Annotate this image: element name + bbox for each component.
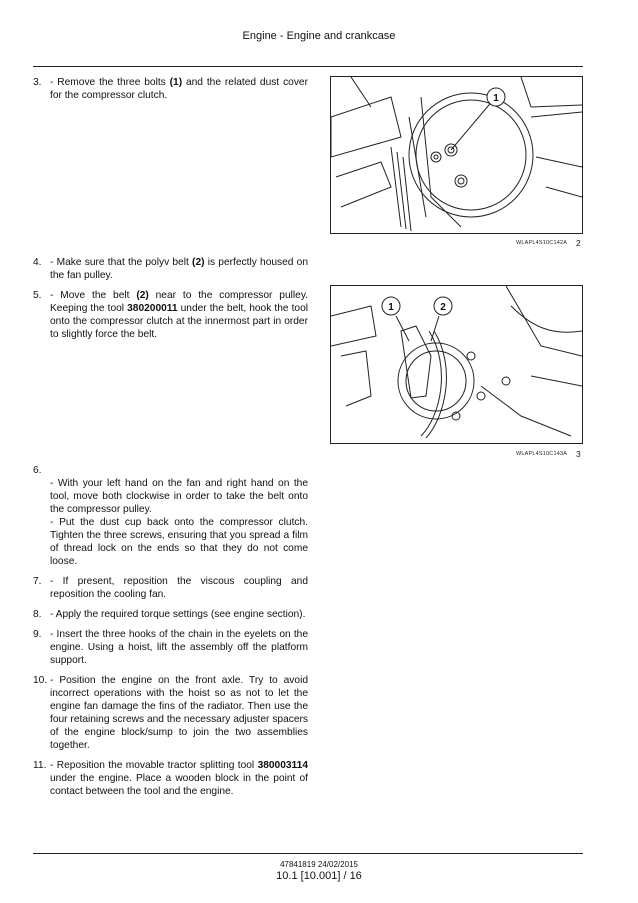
step-text: is perfectly housed on the fan pulley. — [50, 257, 308, 281]
step-4-5-block — [33, 256, 308, 341]
footer-document-reference: 47841819 24/02/2015 — [280, 860, 358, 869]
step-number: 4. — [33, 257, 42, 268]
callout-ref: (1) — [169, 77, 183, 88]
step-text: - With your left hand on the fan and right hand on the tool, move both clockwise in order to take the belt onto the compressor pulley. — [50, 478, 308, 515]
step-text: - Put the dust cup back onto the compressor clutch. Tighten the three screws, ensuring that you spread a film of thread lock on the ends so that they do not come loose. — [50, 517, 308, 567]
step-text: near to the compressor pulley. Keeping the tool — [50, 290, 308, 314]
tool-code: 380200011 — [127, 303, 178, 314]
step-text: - Make sure that the polyv belt — [50, 257, 193, 268]
step-6-11-block — [33, 464, 308, 798]
step-number: 7. — [33, 576, 42, 587]
step-11 — [33, 759, 308, 798]
step-7 — [33, 575, 308, 601]
step-text: - Remove the three bolts — [50, 77, 170, 88]
step-number: 3. — [33, 77, 42, 88]
belt-tool-drawing — [331, 286, 582, 443]
tool-code: 380003114 — [257, 760, 308, 771]
step-number: 10. — [33, 675, 48, 686]
step-text: under the belt, hook the tool onto the compressor clutch at the innermost part in order to slightly force the belt. — [50, 303, 308, 340]
figure-compressor-clutch — [330, 76, 583, 234]
step-5 — [33, 289, 308, 341]
step-8 — [33, 608, 308, 621]
step-text: - Apply the required torque settings (see engine section). — [50, 609, 306, 620]
step-number: 6. — [33, 465, 42, 476]
footer-rule — [33, 853, 583, 854]
step-number: 9. — [33, 629, 42, 640]
step-number: 11. — [33, 760, 47, 771]
step-text: under the engine. Place a wooden block in the point of contact between the tool and the engine. — [50, 773, 308, 797]
compressor-clutch-drawing — [331, 77, 582, 233]
step-text: - Reposition the movable tractor splitting tool — [50, 760, 258, 771]
figure-caption: WLAPL4S10C143A — [516, 451, 568, 457]
header-rule — [33, 66, 583, 67]
callout-ref: (2) — [192, 257, 205, 268]
step-text: - Insert the three hooks of the chain in the eyelets on the engine. Using a hoist, lift the assembly off the platform support. — [50, 629, 308, 666]
figure-callout: 2 — [440, 302, 446, 313]
figure-caption: WLAPL4S10C142A — [516, 240, 568, 246]
step-6 — [33, 464, 308, 568]
page-header-title: Engine - Engine and crankcase — [242, 30, 396, 42]
step-text: - Position the engine on the front axle. Try to avoid incorrect operations with the hoist so as not to let the engine fan damage the fins of the radiator. Then use the four retaining screws and the necessary adjuster spacers of the engine block/sump to join the two assemblies together. — [50, 675, 308, 751]
footer-page-number: 10.1 [10.001] / 16 — [276, 870, 362, 882]
figure-callout: 1 — [388, 302, 394, 313]
figure-number: 3 — [576, 449, 581, 459]
figure-number: 2 — [576, 238, 581, 248]
step-4 — [33, 256, 308, 282]
figure-callout: 1 — [493, 93, 499, 104]
step-10 — [33, 674, 308, 752]
step-3-block — [33, 76, 308, 102]
step-3 — [33, 76, 308, 102]
figure-belt-tool — [330, 285, 583, 444]
step-text: - Move the belt — [50, 290, 137, 301]
step-number: 8. — [33, 609, 42, 620]
step-number: 5. — [33, 290, 42, 301]
step-text: and the related dust cover for the compressor clutch. — [50, 77, 308, 101]
callout-ref: (2) — [136, 290, 149, 301]
step-text: - If present, reposition the viscous coupling and reposition the cooling fan. — [50, 576, 308, 600]
step-9 — [33, 628, 308, 667]
